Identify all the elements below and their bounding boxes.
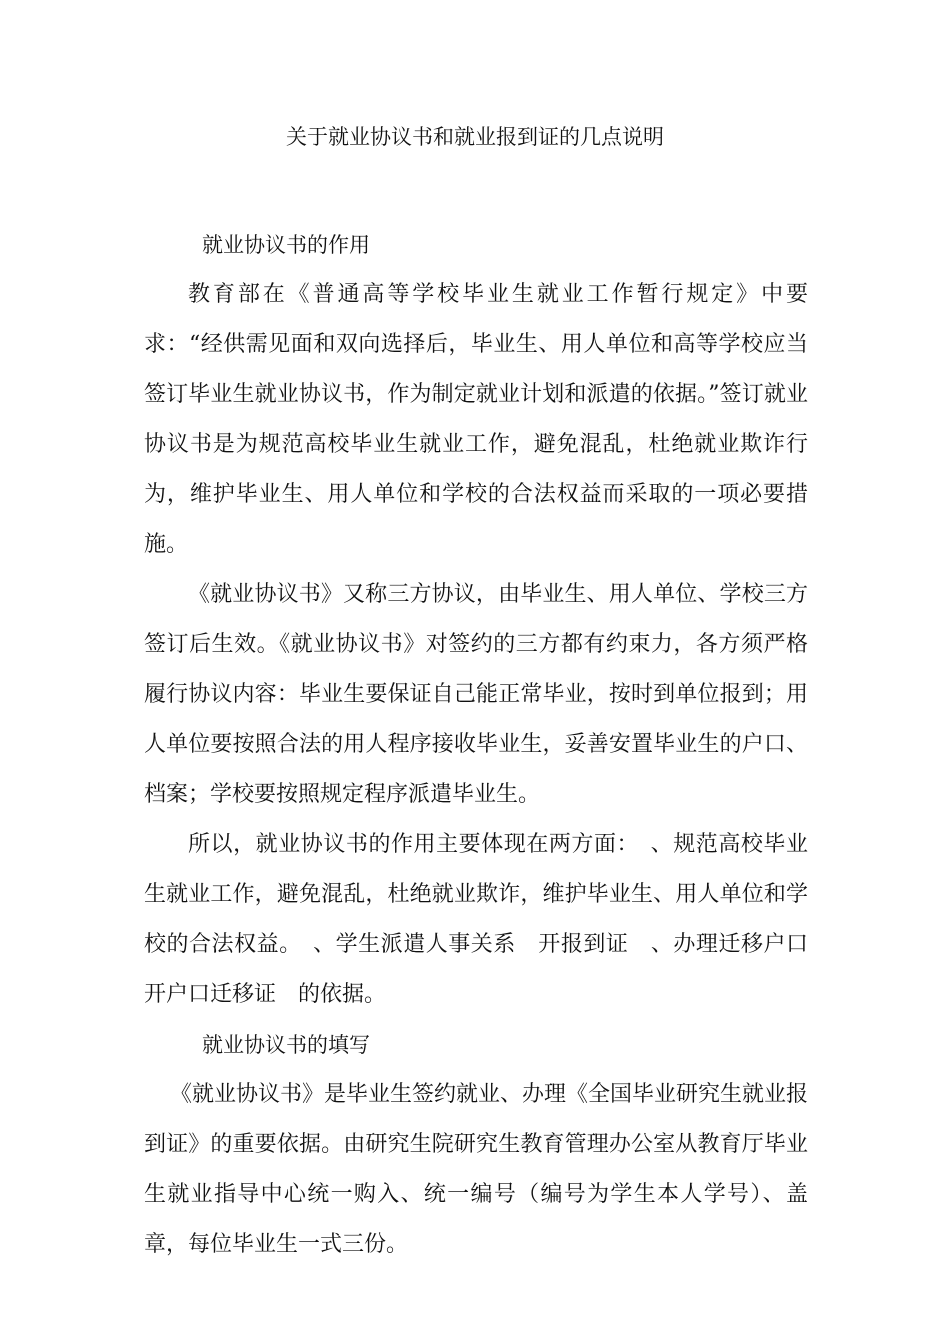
paragraph-agreement-functions: 所以，就业协议书的作用主要体现在两方面： 、规范高校毕业生就业工作，避免混乱，杜绝就业欺诈，维护毕业生、用人单位和学校的合法权益。 、学生派遣人事关系 开报到证 、办理迁移户口 开户口迁移证 的依据。 <box>144 832 831 1007</box>
section-heading-agreement-filling: 就业协议书的填写 <box>202 1033 370 1057</box>
paragraph-agreement-issuance: 《就业协议书》是毕业生签约就业、办理《全国毕业研究生就业报到证》的重要依据。由研究生院研究生教育管理办公室从教育厅毕业生就业指导中心统一购入、统一编号（编号为学生本人学号）、盖章，每位毕业生一式三份。 <box>144 1082 809 1257</box>
paragraph-three-party-agreement: 《就业协议书》又称三方协议，由毕业生、用人单位、学校三方签订后生效。《就业协议书》对签约的三方都有约束力，各方须严格履行协议内容：毕业生要保证自己能正常毕业，按时到单位报到；用人单位要按照合法的用人程序接收毕业生，妥善安置毕业生的户口、档案；学校要按照规定程序派遣毕业生。 <box>144 582 808 807</box>
document-body <box>144 220 831 1270</box>
paragraph-ministry-requirement: 教育部在《普通高等学校毕业生就业工作暂行规定》中要求：“经供需见面和双向选择后，毕业生、用人单位和高等学校应当签订毕业生就业协议书，作为制定就业计划和派遣的依据。”签订就业协议书是为规范高校毕业生就业工作，避免混乱，杜绝就业欺诈行为，维护毕业生、用人单位和学校的合法权益而采取的一项必要措施。 <box>144 282 808 557</box>
section-heading-agreement-role: 就业协议书的作用 <box>202 233 370 257</box>
document-title: 关于就业协议书和就业报到证的几点说明 <box>286 125 664 149</box>
